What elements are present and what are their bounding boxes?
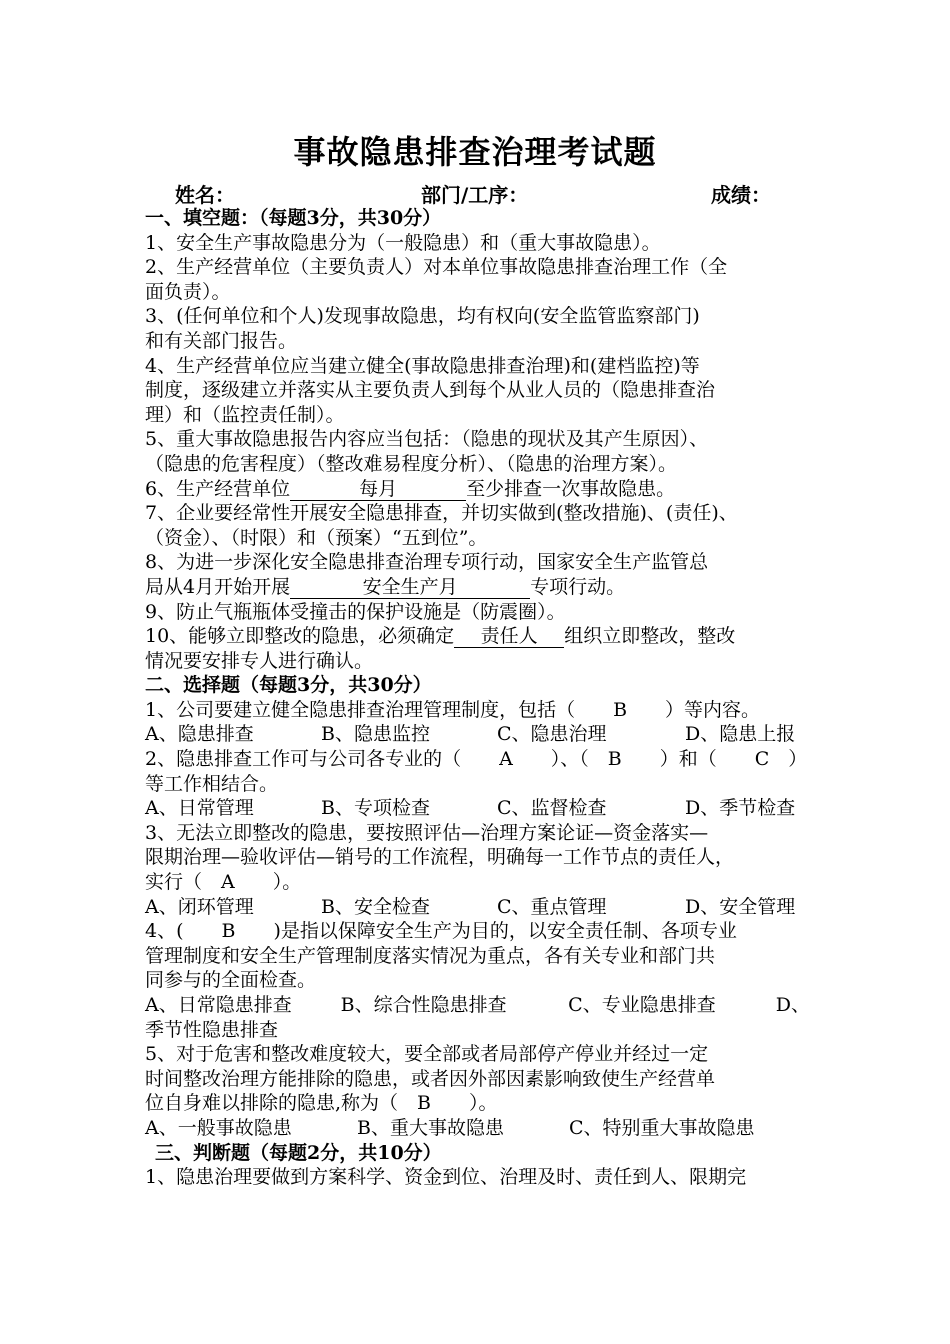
s1-q8-blank: 安全生产月 bbox=[290, 577, 530, 599]
section3-heading: 三、判断题（每题2分，共10分） bbox=[155, 1141, 442, 1164]
s2-q4-line1: 4、( B )是指以保障安全生产为目的，以安全责任制、各项专业 bbox=[145, 920, 737, 943]
s1-q2-line1: 2、生产经营单位（主要负责人）对本单位事故隐患排查治理工作（全 bbox=[145, 256, 728, 279]
s1-q10-line2: 情况要安排专人进行确认。 bbox=[145, 649, 374, 672]
s2-q5-opt-c: C、特别重大事故隐患 bbox=[569, 1116, 755, 1139]
s1-q2-line2: 面负责）。 bbox=[145, 280, 231, 303]
dept-label: 部门/工序： bbox=[421, 183, 529, 207]
s2-q3-line2: 限期治理—验收评估—销号的工作流程，明确每一工作节点的责任人， bbox=[145, 846, 735, 869]
s1-q8-line1: 8、为进一步深化安全隐患排查治理专项行动，国家安全生产监管总 bbox=[145, 551, 709, 574]
s2-q1-opt-a: A、隐患排查 bbox=[145, 723, 254, 746]
s2-q2-options bbox=[145, 796, 810, 821]
exam-header bbox=[145, 182, 805, 208]
s1-q7-line2: （资金）、（时限）和（预案）“五到位”。 bbox=[145, 526, 488, 549]
score-label: 成绩： bbox=[711, 183, 771, 207]
s2-q4-line3: 同参与的全面检查。 bbox=[145, 969, 317, 992]
section2-heading: 二、选择题（每题3分，共30分） bbox=[145, 674, 432, 697]
s2-q5-options bbox=[145, 1116, 810, 1141]
s2-q3-options bbox=[145, 895, 810, 920]
s2-q3-line3: 实行（ A ）。 bbox=[145, 871, 302, 894]
s2-q3-opt-b: B、安全检查 bbox=[321, 895, 430, 918]
s2-q1-opt-c: C、隐患治理 bbox=[497, 723, 607, 746]
s2-q2-opt-d: D、季节检查 bbox=[685, 797, 796, 820]
s2-q4-opt-d: D、 bbox=[775, 994, 810, 1016]
s1-q6 bbox=[145, 477, 810, 502]
s1-q3-line2: 和有关部门报告。 bbox=[145, 329, 298, 352]
s1-q6-blank: 每月 bbox=[290, 479, 466, 501]
section1-heading: 一、填空题：（每题3分，共30分） bbox=[145, 207, 442, 229]
s2-q4-line5: 季节性隐患排查 bbox=[145, 1018, 279, 1041]
s2-q5-opt-a: A、一般事故隐患 bbox=[145, 1116, 292, 1139]
exam-content bbox=[145, 206, 810, 1190]
s2-q3-opt-a: A、闭环管理 bbox=[145, 895, 254, 918]
s2-q3-opt-d: D、安全管理 bbox=[685, 895, 796, 918]
s1-q5-line2: （隐患的危害程度）（整改难易程度分析）、（隐患的治理方案）。 bbox=[145, 452, 678, 475]
s2-q1-options bbox=[145, 722, 810, 747]
s1-q10-pre: 10、能够立即整改的隐患，必须确定 bbox=[145, 625, 455, 648]
s1-q6-pre: 6、生产经营单位 bbox=[145, 477, 291, 500]
s1-q8-post: 专项行动。 bbox=[530, 575, 626, 598]
s2-q4-opt-a: A、日常隐患排查 bbox=[145, 994, 292, 1016]
s1-q5-line1: 5、重大事故隐患报告内容应当包括：（隐患的现状及其产生原因）、 bbox=[145, 428, 709, 451]
s1-q7-line1: 7、企业要经常性开展安全隐患排查，并切实做到(整改措施)、(责任)、 bbox=[145, 502, 738, 525]
s2-q2-line2: 等工作相结合。 bbox=[145, 772, 279, 795]
s1-q4-line2: 制度，逐级建立并落实从主要负责人到每个从业人员的（隐患排查治 bbox=[145, 379, 716, 402]
s2-q1-opt-b: B、隐患监控 bbox=[321, 723, 430, 746]
s2-q5-line1: 5、对于危害和整改难度较大，要全部或者局部停产停业并经过一定 bbox=[145, 1043, 709, 1066]
s1-q10-blank: 责任人 bbox=[454, 626, 564, 648]
s1-q9: 9、防止气瓶瓶体受撞击的保护设施是（防震圈）。 bbox=[145, 600, 566, 623]
s1-q3-line1: 3、(任何单位和个人)发现事故隐患，均有权向(安全监管监察部门) bbox=[145, 305, 700, 328]
s2-q4-opt-b: B、综合性隐患排查 bbox=[340, 994, 507, 1016]
s2-q5-line3: 位自身难以排除的隐患,称为（ B ）。 bbox=[145, 1092, 498, 1115]
s1-q10-line1 bbox=[145, 624, 810, 649]
s2-q2-opt-c: C、监督检查 bbox=[497, 797, 607, 820]
s1-q8-pre: 局从4月开始开展 bbox=[145, 575, 291, 598]
s1-q10-post: 组织立即整改，整改 bbox=[564, 625, 736, 648]
s2-q2-opt-b: B、专项检查 bbox=[321, 797, 430, 820]
s2-q4-line2: 管理制度和安全生产管理制度落实情况为重点，各有关专业和部门共 bbox=[145, 944, 716, 967]
name-label: 姓名： bbox=[175, 183, 235, 207]
s2-q1-opt-d: D、隐患上报 bbox=[685, 723, 796, 746]
s1-q6-post: 至少排查一次事故隐患。 bbox=[466, 477, 676, 500]
s2-q3-line1: 3、无法立即整改的隐患，要按照评估—治理方案论证—资金落实— bbox=[145, 821, 709, 844]
s1-q1: 1、安全生产事故隐患分为（一般隐患）和（重大事故隐患）。 bbox=[145, 231, 661, 254]
s2-q3-opt-c: C、重点管理 bbox=[497, 895, 607, 918]
s1-q4-line1: 4、生产经营单位应当建立健全(事故隐患排查治理)和(建档监控)等 bbox=[145, 354, 700, 377]
s2-q4-opt-c: C、专业隐患排查 bbox=[568, 994, 716, 1016]
s2-q2-opt-a: A、日常管理 bbox=[145, 797, 254, 820]
page-title: 事故隐患排查治理考试题 bbox=[293, 133, 657, 171]
s3-q1: 1、隐患治理要做到方案科学、资金到位、治理及时、责任到人、限期完 bbox=[145, 1166, 747, 1189]
s2-q5-opt-b: B、重大事故隐患 bbox=[357, 1116, 504, 1139]
s2-q5-line2: 时间整改治理方能排除的隐患，或者因外部因素影响致使生产经营单 bbox=[145, 1067, 716, 1090]
s1-q8-line2 bbox=[145, 575, 810, 600]
s2-q2-line1: 2、隐患排查工作可与公司各专业的（ A ）、（ B ）和（ C ） bbox=[145, 748, 808, 771]
s2-q4-options bbox=[145, 993, 810, 1018]
s2-q1: 1、公司要建立健全隐患排查治理管理制度，包括（ B ）等内容。 bbox=[145, 698, 761, 721]
s1-q4-line3: 理）和（监控责任制）。 bbox=[145, 403, 345, 426]
